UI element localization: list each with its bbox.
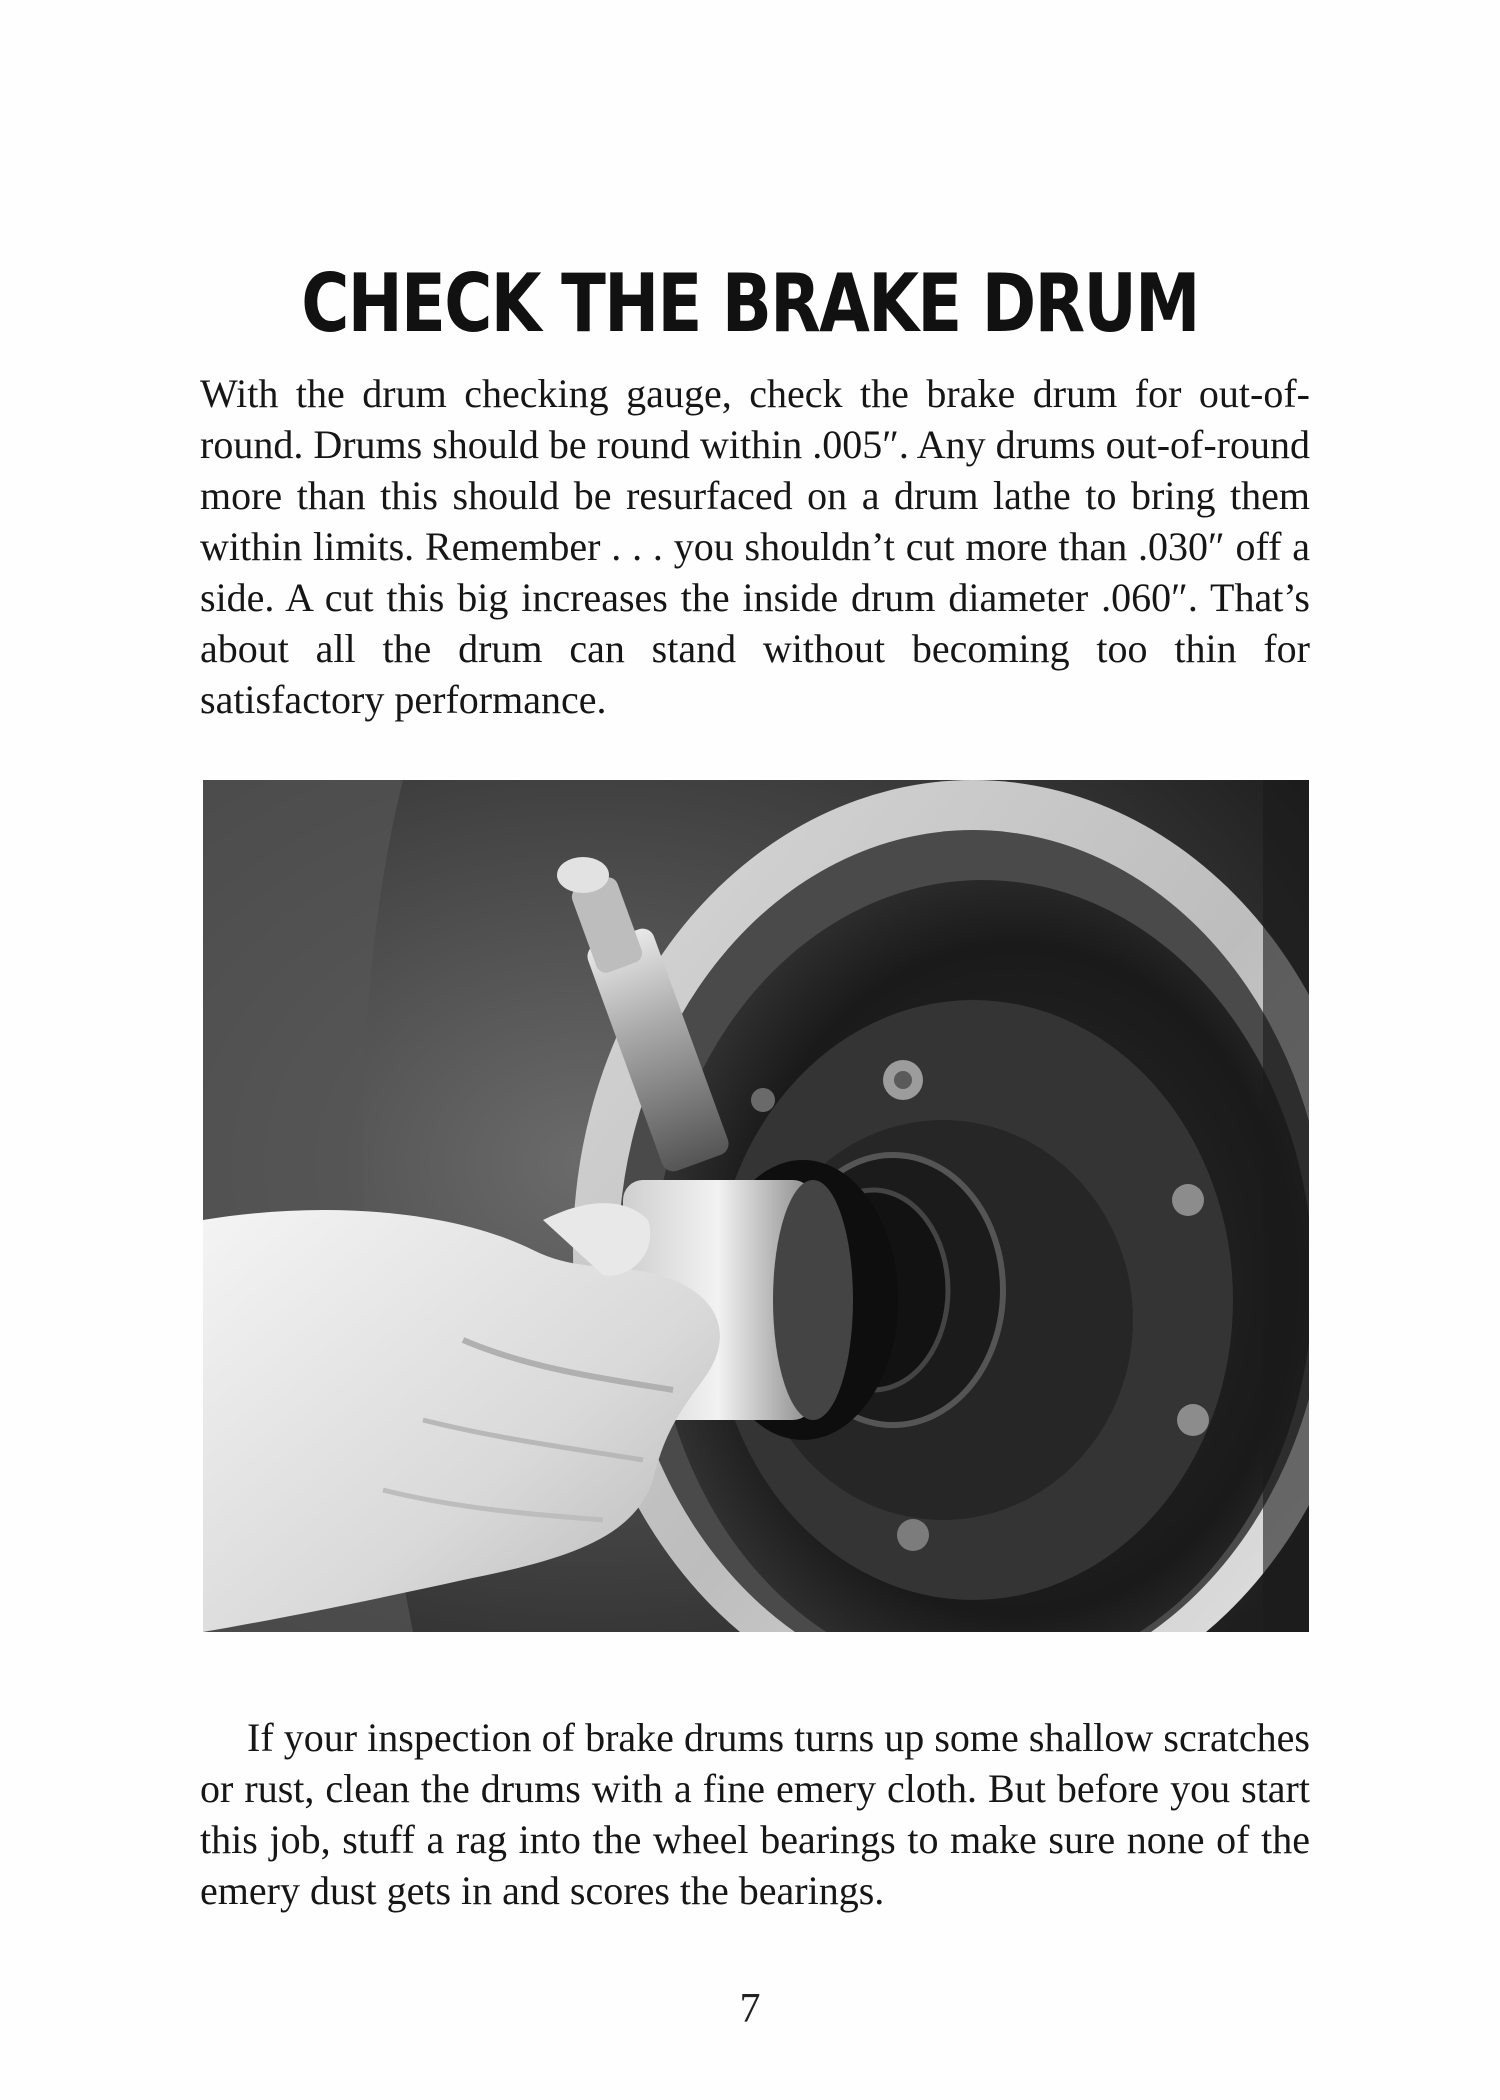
brake-drum-photo	[203, 780, 1309, 1632]
cleaning-paragraph: If your inspection of brake drums turns up some shallow scratches or rust, clean the drums with a fine emery cloth. But before you start this job, stuff a rag into the wheel bearings to make sure none of the emery dust gets in and scores the bearings.	[200, 1715, 1310, 1913]
page-number: 7	[739, 1986, 761, 2032]
intro-paragraph: With the drum checking gauge, check the brake drum for out-of-round. Drums should be round within .005″. Any drums out-of-round more than this should be resurfaced on a drum lathe to bring them within limits. Remember . . . you shouldn’t cut more than .030″ off a side. A cut this big increases the inside drum diameter .060″. That’s about all the drum can stand without becoming too thin for satisfactory performance.	[200, 371, 1310, 722]
page-title: CHECK THE BRAKE DRUM	[301, 256, 1199, 350]
